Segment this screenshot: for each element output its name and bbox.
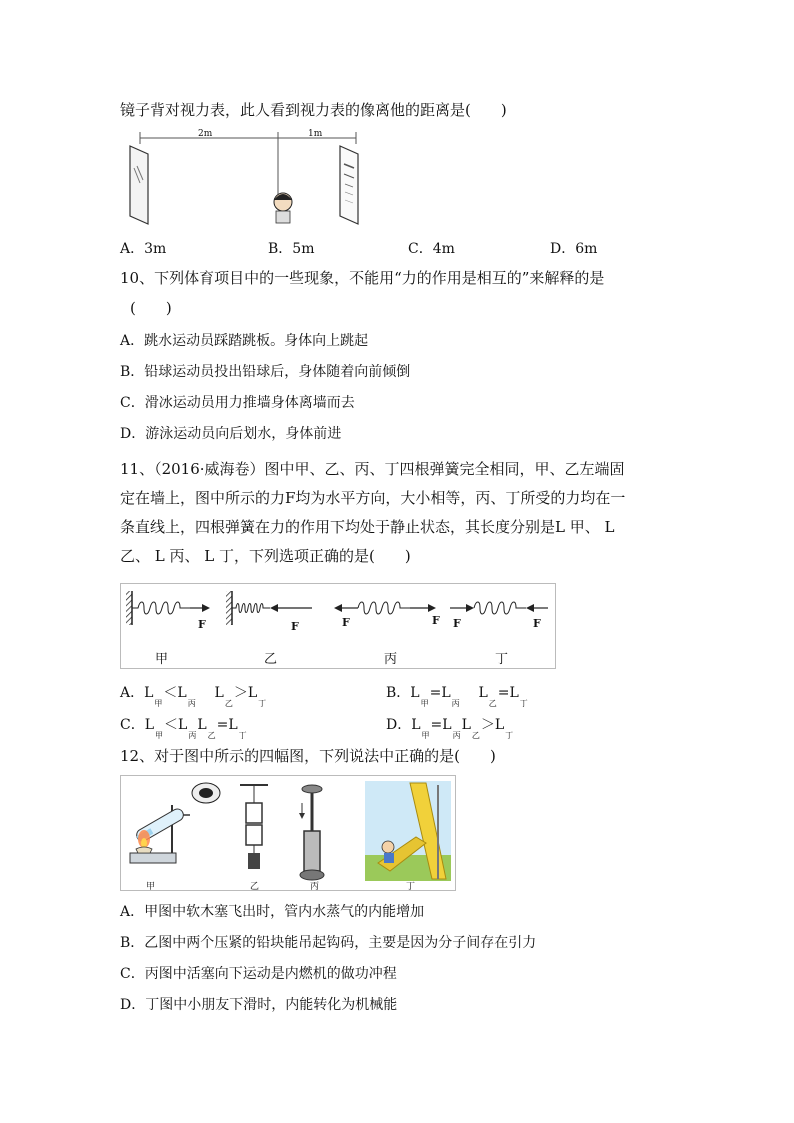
q12-figure bbox=[120, 775, 456, 891]
q9-option-c: C．4m bbox=[408, 241, 455, 257]
q9-option-a: A．3m bbox=[120, 241, 167, 257]
q9-stem: 镜子背对视力表，此人看到视力表的像离他的距离是( ) bbox=[120, 101, 507, 119]
q12-option-b: B．乙图中两个压紧的铅块能吊起钩码，主要是因为分子间存在引力 bbox=[120, 935, 537, 951]
q9-option-d: D．6m bbox=[550, 241, 598, 257]
q11-label-jia: 甲 bbox=[155, 652, 169, 667]
q9-dist-2m: 2m bbox=[198, 129, 213, 139]
q11-force-label-yi: F bbox=[291, 620, 299, 633]
q12-label-ding: 丁 bbox=[406, 882, 416, 892]
q11-force-label-ding-left: F bbox=[453, 617, 461, 630]
q12-label-jia: 甲 bbox=[146, 882, 156, 892]
q10-option-b: B．铅球运动员投出铅球后，身体随着向前倾倒 bbox=[120, 364, 411, 380]
q10-option-c: C．滑冰运动员用力推墙身体离墙而去 bbox=[120, 395, 355, 411]
q11-line3: 条直线上，四根弹簧在力的作用下均处于静止状态，其长度分别是L 甲、 L bbox=[120, 518, 615, 536]
q12-label-yi: 乙 bbox=[250, 882, 260, 892]
q11-force-label-bing-left: F bbox=[342, 616, 350, 629]
q11-spring-figure bbox=[120, 583, 556, 669]
q11-option-b: B．$L_甲=L_丙$ $L_乙=L_丁$ bbox=[386, 685, 528, 708]
q11-line4: 乙、 L 丙、 L 丁，下列选项正确的是( ) bbox=[120, 547, 411, 565]
q11-force-label-ding-right: F bbox=[533, 617, 541, 630]
q12-option-a: A．甲图中软木塞飞出时，管内水蒸气的内能增加 bbox=[120, 904, 425, 920]
q11-force-label-jia: F bbox=[198, 618, 206, 631]
q11-option-d: D．$L_甲=L_丙L_乙>L_丁$ bbox=[386, 717, 514, 740]
q11-label-yi: 乙 bbox=[264, 652, 278, 667]
q11-line1: 11、（2016·威海卷）图中甲、乙、丙、丁四根弹簧完全相同，甲、乙左端固 bbox=[120, 460, 625, 478]
q12-option-c: C．丙图中活塞向下运动是内燃机的做功冲程 bbox=[120, 966, 397, 982]
q9-figure bbox=[118, 128, 368, 230]
q11-option-a: A．$L_甲<L_丙$ $L_乙>L_丁$ bbox=[120, 685, 267, 708]
q10-option-a: A．跳水运动员踩踏跳板。身体向上跳起 bbox=[120, 333, 369, 349]
q11-line2: 定在墙上，图中所示的力F均为水平方向，大小相等，丙、丁所受的力均在一 bbox=[120, 489, 626, 507]
q10-stem: 10、下列体育项目中的一些现象，不能用“力的作用是相互的”来解释的是 bbox=[120, 269, 605, 287]
q10-option-d: D．游泳运动员向后划水，身体前进 bbox=[120, 426, 342, 442]
q12-label-bing: 丙 bbox=[310, 882, 320, 892]
q11-option-c: C．$L_甲<L_丙L_乙=L_丁$ bbox=[120, 717, 247, 740]
q11-label-ding: 丁 bbox=[495, 652, 509, 667]
q12-stem: 12、对于图中所示的四幅图，下列说法中正确的是( ) bbox=[120, 747, 496, 765]
q11-label-bing: 丙 bbox=[384, 652, 398, 667]
q9-option-b: B．5m bbox=[268, 241, 315, 257]
q9-dist-1m: 1m bbox=[308, 129, 323, 139]
q12-option-d: D．丁图中小朋友下滑时，内能转化为机械能 bbox=[120, 997, 398, 1013]
q11-force-label-bing-right: F bbox=[432, 614, 440, 627]
q10-stem-paren: ( ) bbox=[130, 299, 172, 317]
